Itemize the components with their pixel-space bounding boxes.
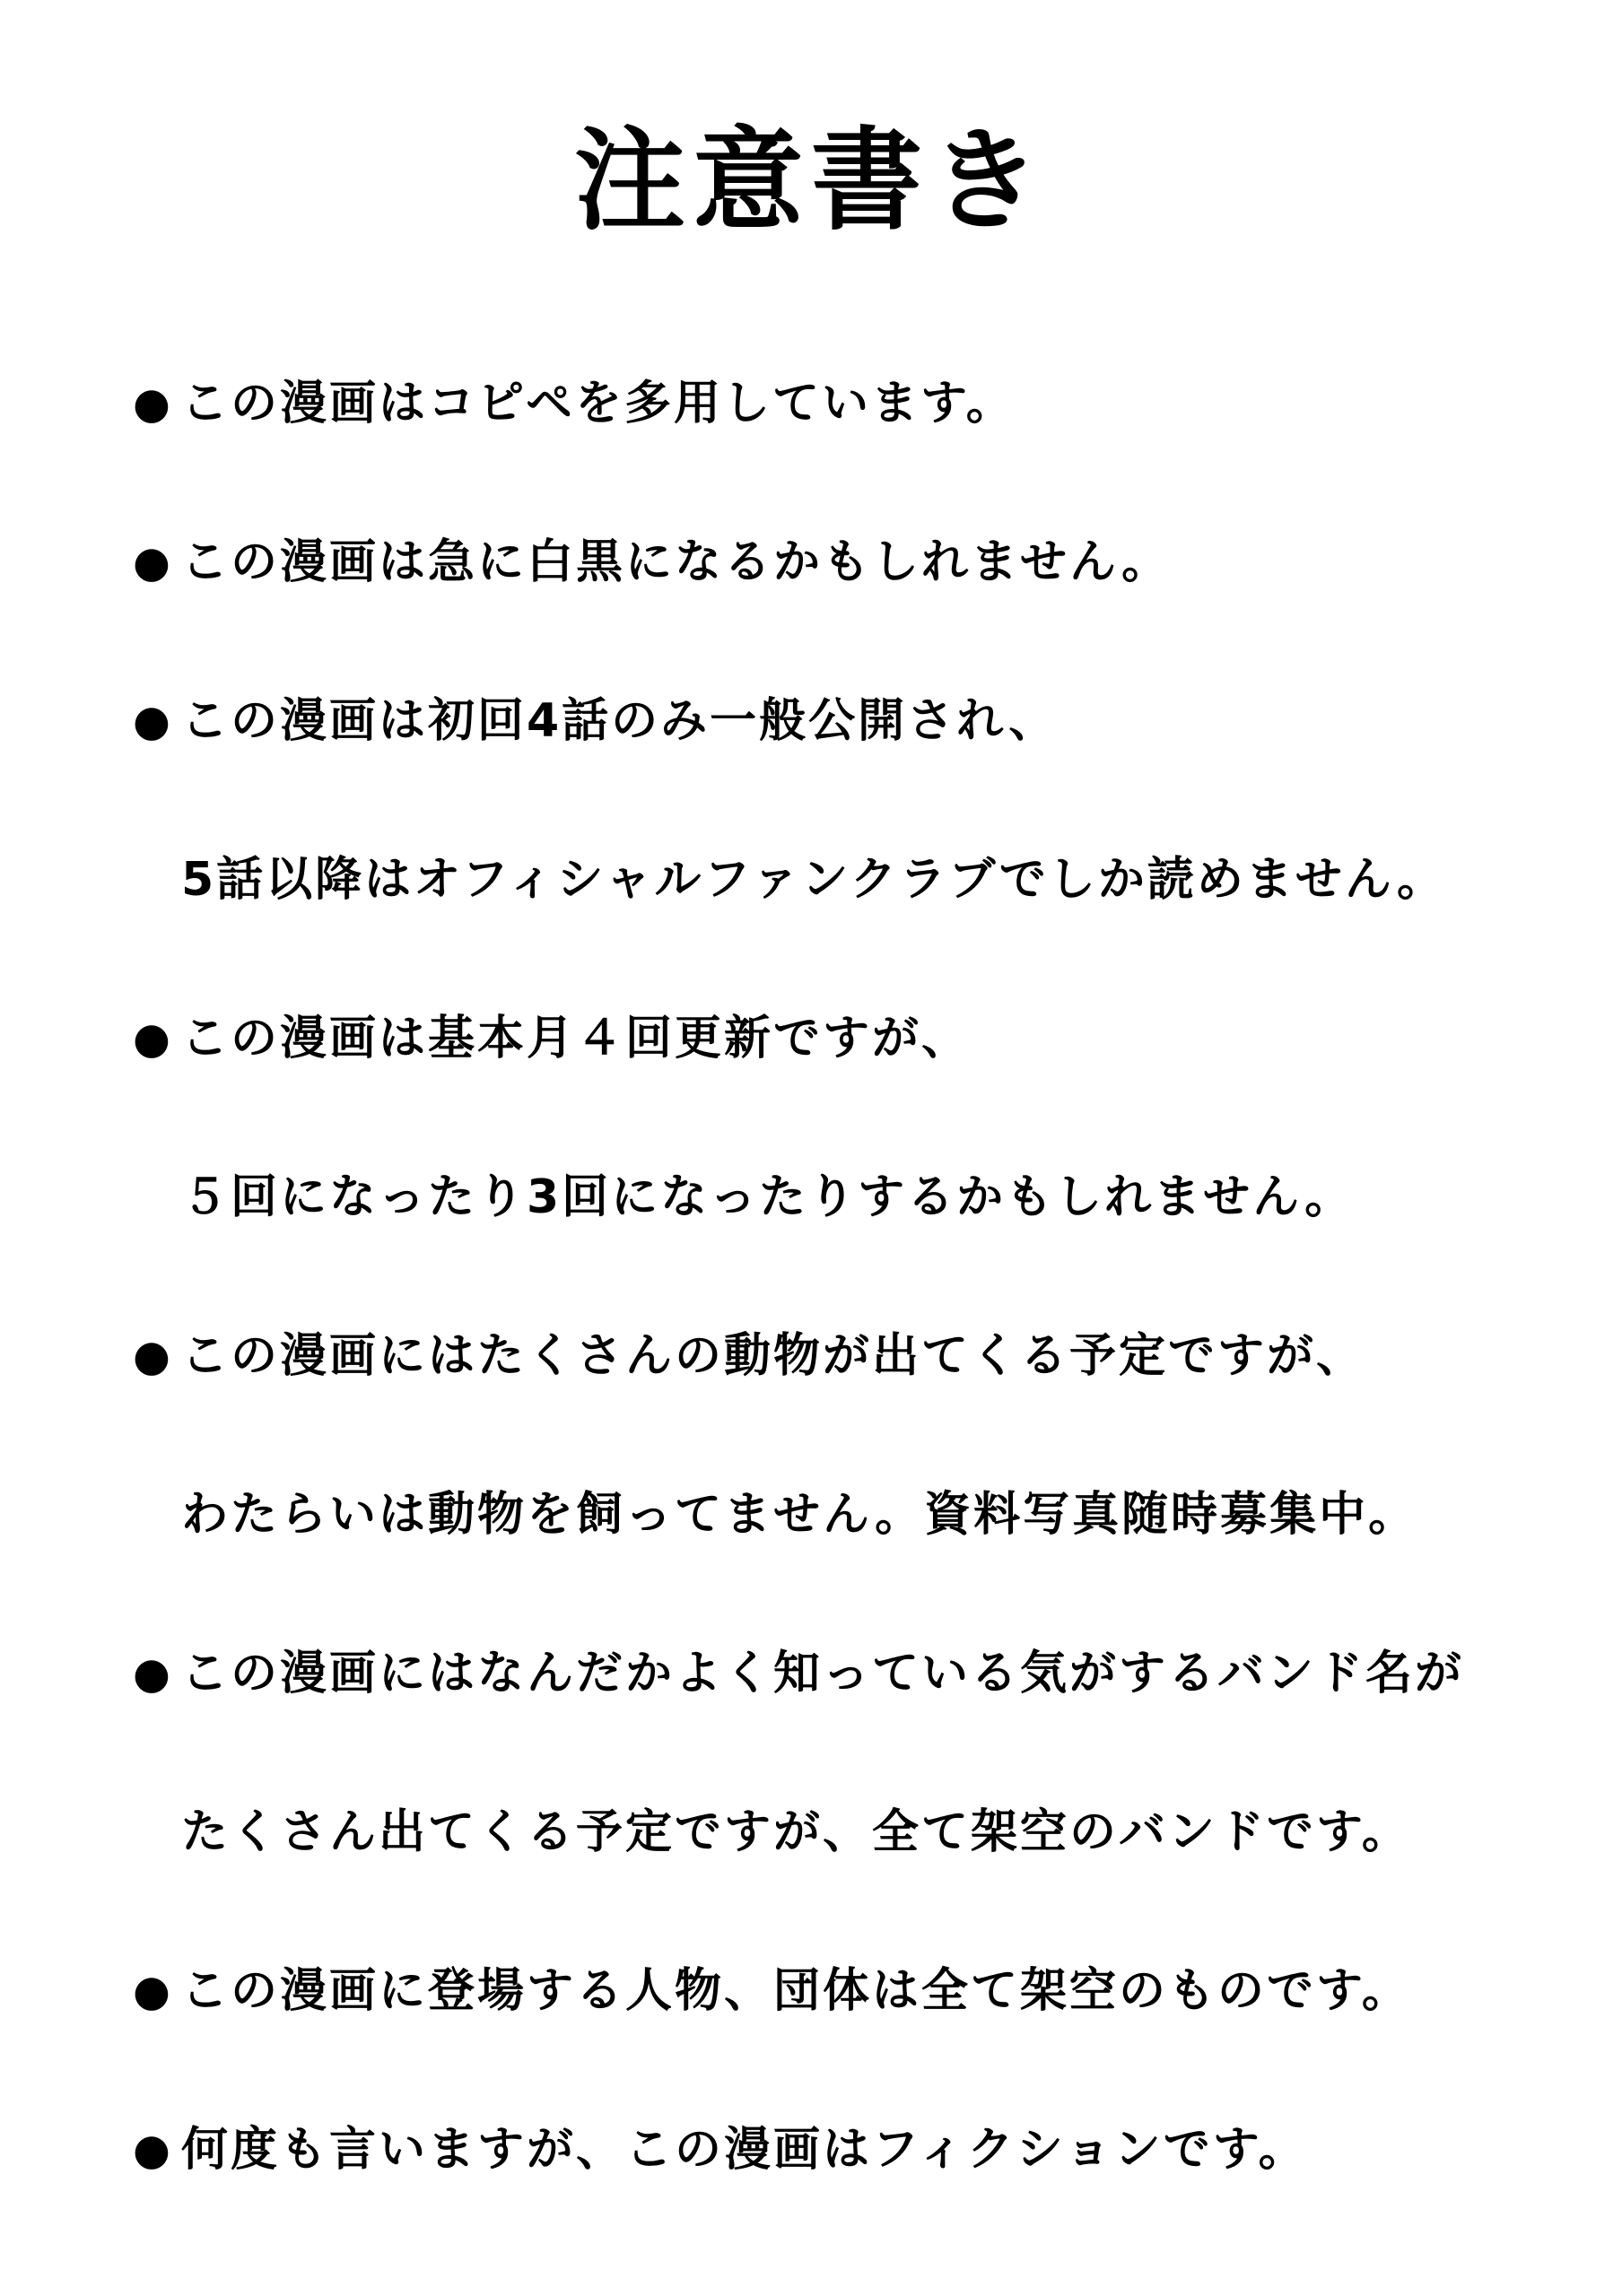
bullet-icon: ●	[133, 696, 173, 746]
notice-text: ５回になったり3回になったりするかもしれません。	[181, 1170, 1355, 1224]
notice-text: この漫画は初回4話のみ一般公開され、	[181, 694, 1059, 748]
notice-line	[133, 998, 1568, 1157]
notice-line	[133, 522, 1568, 681]
bullet-icon: ●	[133, 378, 173, 429]
notice-line-continuation	[133, 839, 1568, 998]
notice-text: たくさん出てくる予定ですが、全て架空のバンドです。	[181, 1805, 1411, 1859]
notice-line	[133, 681, 1568, 839]
notice-text: 何度も言いますが、この漫画はフィクションです。	[181, 2123, 1308, 2177]
notice-text: この漫画にはなんだかよく知っている気がするバンド名が	[181, 1647, 1465, 1700]
notice-line	[133, 1951, 1568, 2109]
page-title: 注意書き	[573, 117, 1048, 246]
notice-line	[133, 1316, 1568, 1474]
notice-text: この漫画は基本月４回更新ですが、	[181, 1012, 972, 1065]
notice-text: この漫画にはたくさんの動物が出てくる予定ですが、	[181, 1329, 1366, 1383]
notice-line	[133, 2109, 1568, 2268]
notice-text: 5話以降はオフィシャルファンクラブでしか読めません。	[181, 853, 1447, 907]
notice-text: この漫画はコピペを多用しています。	[181, 377, 1016, 430]
bullet-icon: ●	[133, 1966, 173, 2016]
notice-line-continuation	[133, 1792, 1568, 1951]
bullet-icon: ●	[133, 537, 173, 587]
notice-text: この漫画は急に白黒になるかもしれません。	[181, 535, 1172, 589]
bullet-icon: ●	[133, 1331, 173, 1381]
notice-line	[133, 363, 1568, 522]
bullet-icon: ●	[133, 1648, 173, 1699]
notice-line-continuation	[133, 1474, 1568, 1633]
bullet-icon: ●	[133, 1013, 173, 1064]
notice-line-continuation	[133, 1157, 1568, 1316]
notice-text: わたらいは動物を飼ってません。資料写真随時募集中。	[181, 1488, 1418, 1542]
notice-line	[133, 1633, 1568, 1792]
notice-text: この漫画に登場する人物、団体は全て架空のものです。	[181, 1964, 1411, 2018]
notice-list	[133, 363, 1568, 2268]
bullet-icon: ●	[133, 2125, 173, 2175]
